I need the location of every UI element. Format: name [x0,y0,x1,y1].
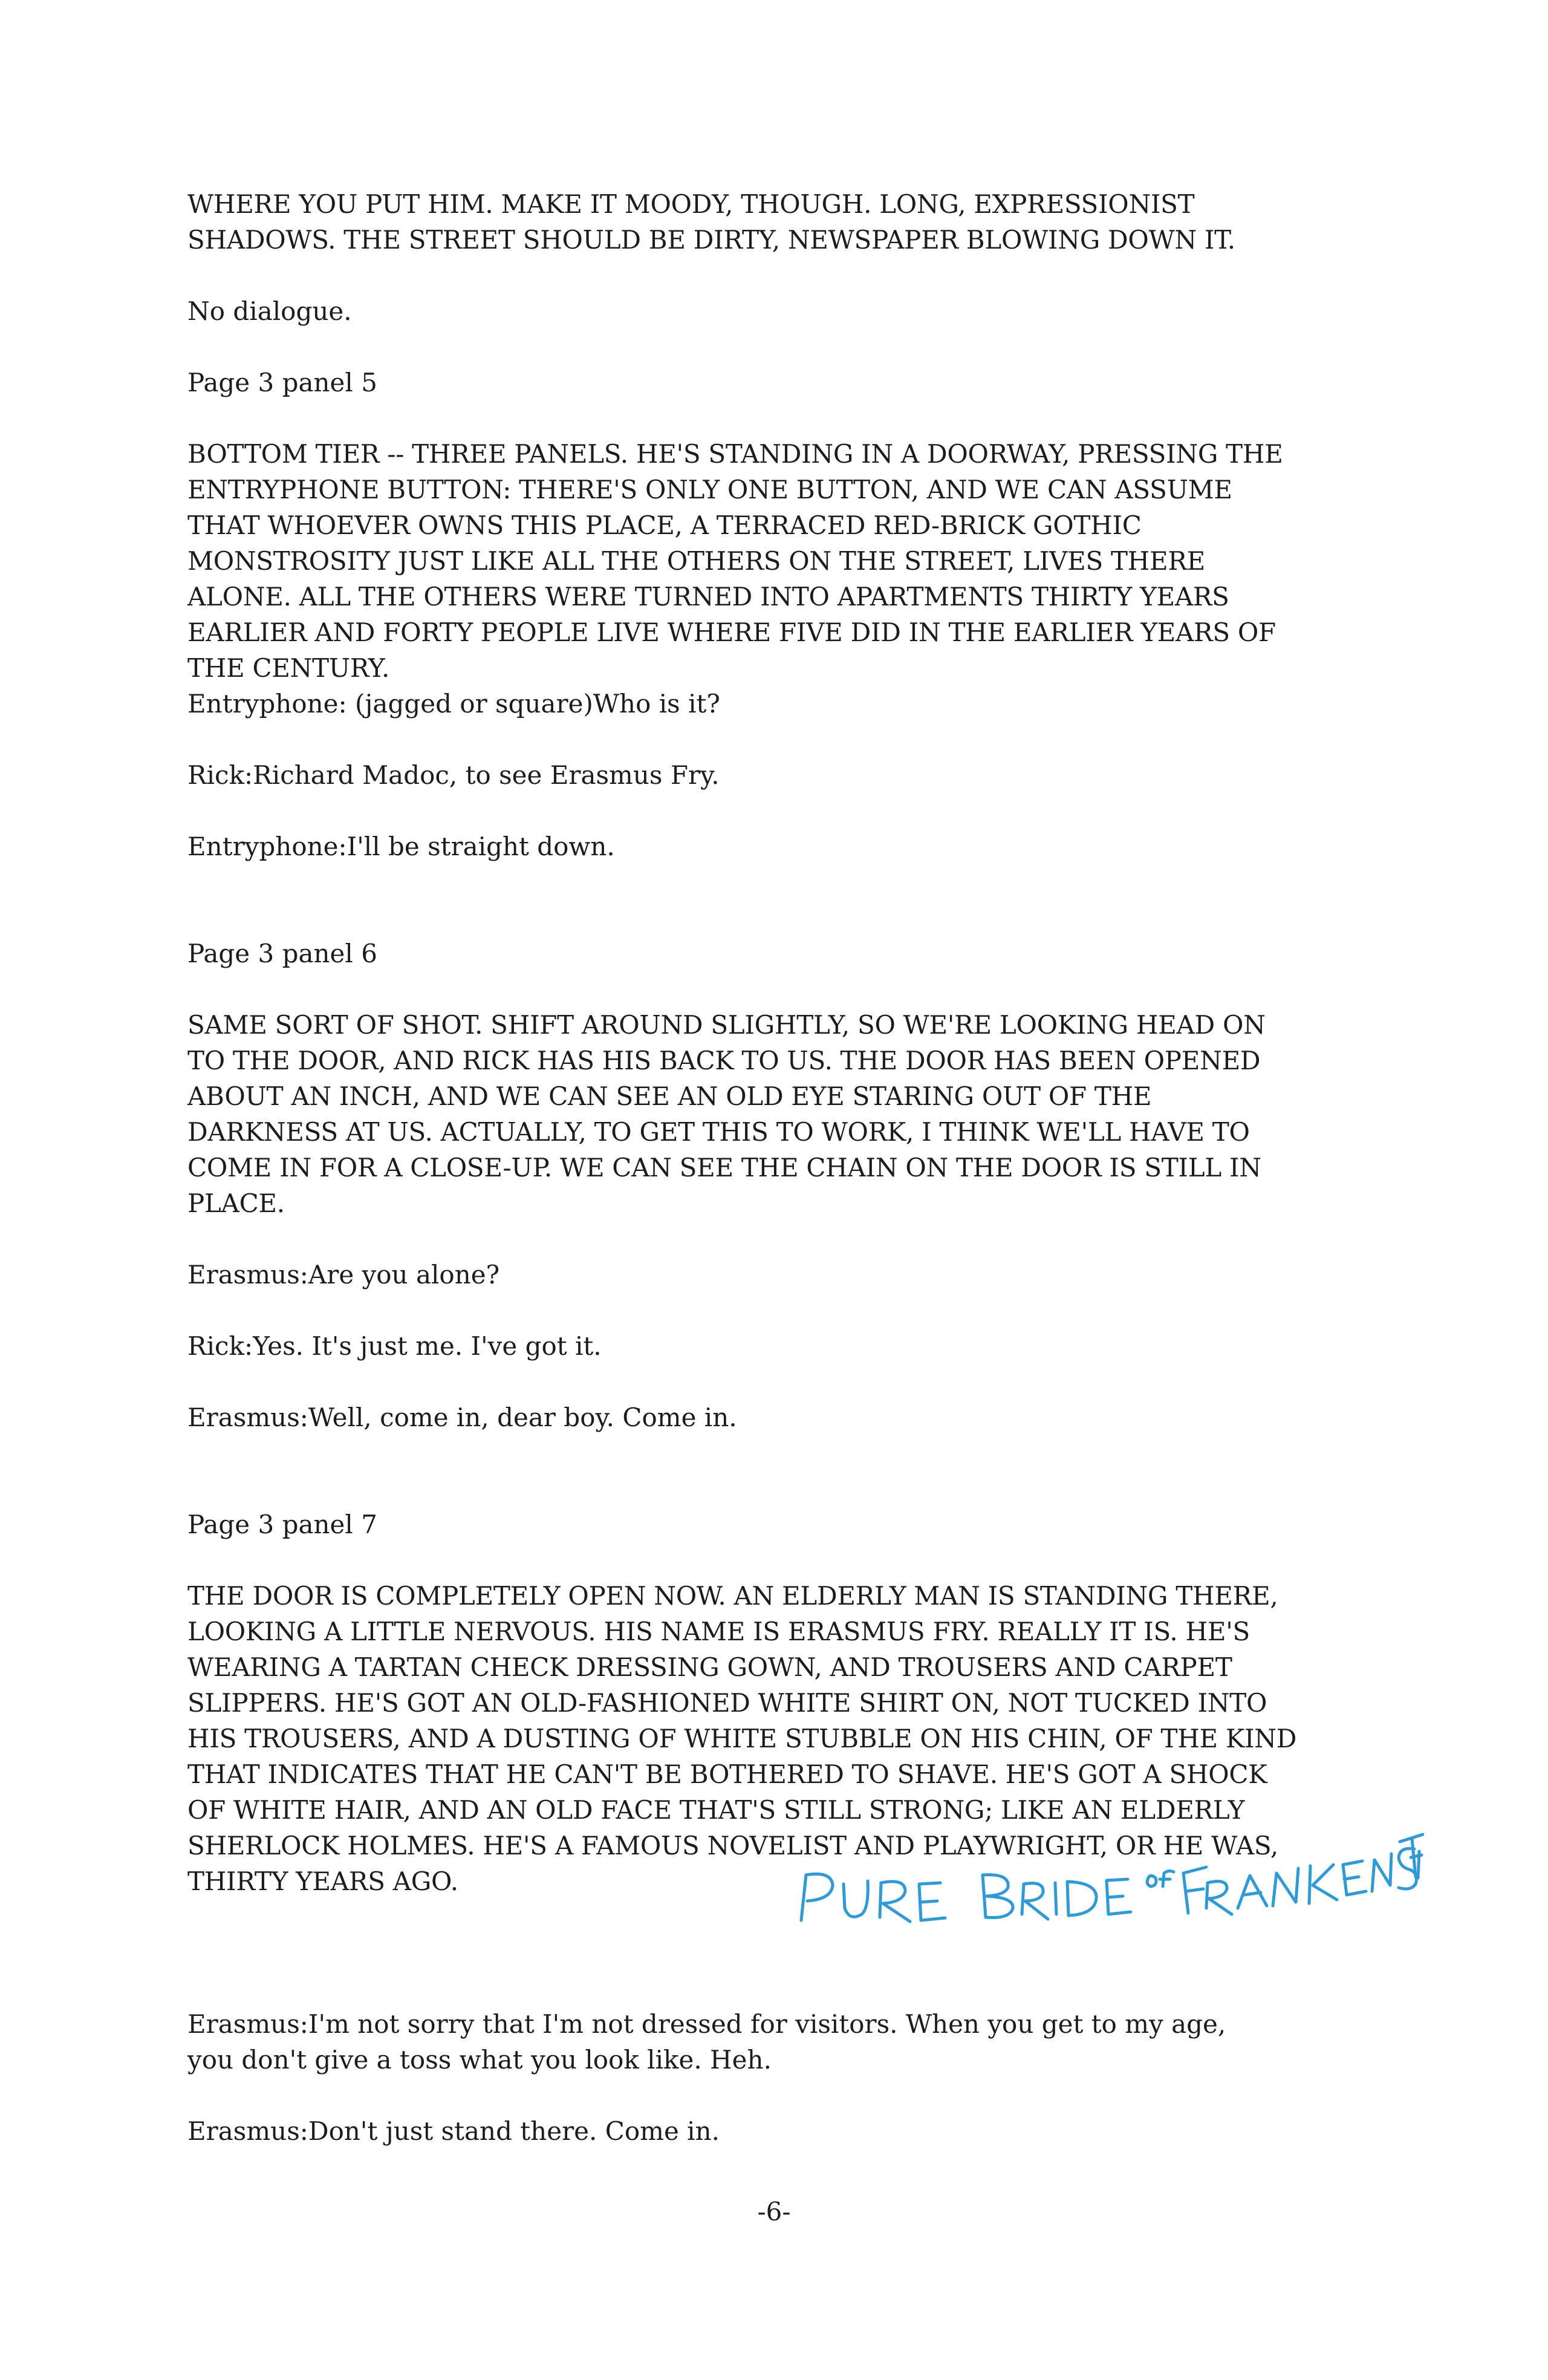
panel-5-dialogue-2: Rick:Richard Madoc, to see Erasmus Fry. [187,760,720,790]
panel-5-heading: Page 3 panel 5 [187,368,377,397]
panel-5-dialogue-1: Entryphone: (jagged or square)Who is it? [187,689,720,719]
opening-dialogue-note: No dialogue. [187,296,352,326]
panel-7-heading: Page 3 panel 7 [187,1510,377,1539]
panel-5-description: BOTTOM TIER -- THREE PANELS. HE'S STANDING IN A DOORWAY, PRESSING THE ENTRYPHONE BUTTON: THERE'S ONLY ONE BUTTON, AND WE CAN ASSUME THAT WHOEVER OWNS THIS PLACE, A TERRACED RED-BRICK GOTHIC MONSTROSITY JUST LIKE ALL THE OTHERS ON THE STREET, LIVES THERE ALONE. ALL THE OTHERS WERE TURNED INTO APARTMENTS THIRTY YEARS EARLIER AND FORTY PEOPLE LIVE WHERE FIVE DID IN THE EARLIER YEARS OF THE CENTURY. [187,439,1283,683]
page-number: -6- [757,2197,791,2226]
panel-7-dialogue-2: Erasmus:Don't just stand there. Come in. [187,2116,720,2146]
panel-6-dialogue-3: Erasmus:Well, come in, dear boy. Come in. [187,1403,737,1432]
panel-6-dialogue-1: Erasmus:Are you alone? [187,1260,500,1289]
panel-6-dialogue-2: Rick:Yes. It's just me. I've got it. [187,1331,602,1361]
opening-description: WHERE YOU PUT HIM. MAKE IT MOODY, THOUGH. LONG, EXPRESSIONIST SHADOWS. THE STREET SHOULD BE DIRTY, NEWSPAPER BLOWING DOWN IT. [187,189,1235,255]
panel-7-dialogue-1: Erasmus:I'm not sorry that I'm not dressed for visitors. When you get to my age, you don't give a toss what you look like. Heh. [187,2009,1226,2075]
panel-7-description: THE DOOR IS COMPLETELY OPEN NOW. AN ELDERLY MAN IS STANDING THERE, LOOKING A LITTLE NERVOUS. HIS NAME IS ERASMUS FRY. REALLY IT IS. HE'S WEARING A TARTAN CHECK DRESSING GOWN, AND TROUSERS AND CARPET SLIPPERS. HE'S GOT AN OLD-FASHIONED WHITE SHIRT ON, NOT TUCKED INTO HIS TROUSERS, AND A DUSTING OF WHITE STUBBLE ON HIS CHIN, OF THE KIND THAT INDICATES THAT HE CAN'T BE BOTHERED TO SHAVE. HE'S GOT A SHOCK OF WHITE HAIR, AND AN OLD FACE THAT'S STILL STRONG; LIKE AN ELDERLY SHERLOCK HOLMES. HE'S A FAMOUS NOVELIST AND PLAYWRIGHT, OR HE WAS, THIRTY YEARS AGO. [187,1581,1297,1896]
panel-6-heading: Page 3 panel 6 [187,939,377,968]
panel-5-dialogue-3: Entryphone:I'll be straight down. [187,832,615,861]
panel-6-description: SAME SORT OF SHOT. SHIFT AROUND SLIGHTLY, SO WE'RE LOOKING HEAD ON TO THE DOOR, AND RICK HAS HIS BACK TO US. THE DOOR HAS BEEN OPENED ABOUT AN INCH, AND WE CAN SEE AN OLD EYE STARING OUT OF THE DARKNESS AT US. ACTUALLY, TO GET THIS TO WORK, I THINK WE'LL HAVE TO COME IN FOR A CLOSE-UP. WE CAN SEE THE CHAIN ON THE DOOR IS STILL IN PLACE. [187,1010,1266,1218]
handwritten-annotation [789,1818,1424,1945]
